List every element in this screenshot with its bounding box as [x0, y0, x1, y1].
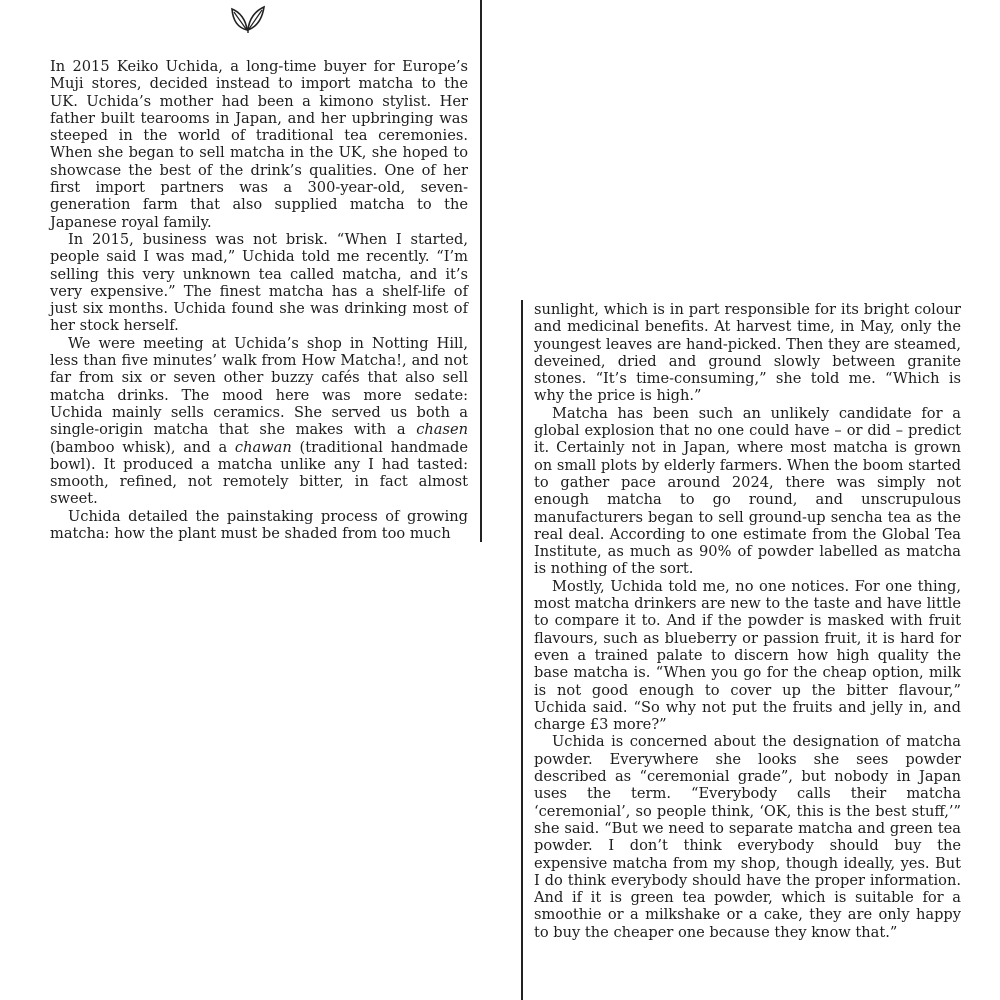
- term-chasen: chasen: [416, 421, 469, 439]
- paragraph: Matcha has been such an unlikely candidate for a global explosion that no one could have – or did – predict it. Certainly not in Japan, where most matcha is grown on small plots by elderly farmers. When the boom started to gather pace around 2024, there was simply not enough matcha to go round, and unscrupulous manufacturers began to sell ground-up sencha tea as the real deal. According to one estimate from the Global Tea Institute, as much as 90% of powder labelled as matcha is nothing of the sort.: [534, 404, 961, 578]
- paragraph: Uchida detailed the painstaking process of growing matcha: how the plant must be shaded from too much: [50, 507, 468, 543]
- paragraph-text: (traditional handmade bowl). It produced a matcha unlike any I had tasted: smooth, refined, not remotely bitter, in fact almost sweet.: [50, 438, 468, 508]
- paragraph: In 2015 Keiko Uchida, a long-time buyer for Europe’s Muji stores, decided instead to import matcha to the UK. Uchida’s mother had been a kimono stylist. Her father built tearooms in Japan, and her upbringing was steeped in the world of traditional tea ceremonies. When she began to sell matcha in the UK, she hoped to showcase the best of the drink’s qualities. One of her first import partners was a 300-year-old, seven-generation farm that also supplied matcha to the Japanese royal family.: [50, 58, 468, 231]
- column-rule-right: [521, 300, 523, 1000]
- paragraph: Mostly, Uchida told me, no one notices. For one thing, most matcha drinkers are new to the taste and have little to compare it to. And if the powder is masked with fruit flavours, such as blueberry or passion fruit, it is hard for even a trained palate to discern how high quality the base matcha is. “When you go for the cheap option, milk is not good enough to cover up the bitter flavour,” Uchida said. “So why not put the fruits and jelly in, and charge £3 more?”: [534, 577, 961, 734]
- article-column-left: [50, 58, 468, 542]
- paragraph: Uchida is concerned about the designation of matcha powder. Everywhere she looks she sees powder described as “ceremonial grade”, but nobody in Japan uses the term. “Everybody calls their matcha ‘ceremonial’, so people think, ‘OK, this is the best stuff,’” she said. “But we need to separate matcha and green tea powder. I don’t think everybody should buy the expensive matcha from my shop, though ideally, yes. But I do think everybody should have the proper information. And if it is green tea powder, which is suitable for a smoothie or a milkshake or a cake, they are only happy to buy the cheaper one because they know that.”: [534, 733, 961, 941]
- column-rule-left: [480, 0, 482, 542]
- paragraph-text: We were meeting at Uchida’s shop in Notting Hill, less than five minutes’ walk from How Matcha!, and not far from six or seven other buzzy cafés that also sell matcha drinks. The mood here was more sedate: Uchida mainly sells ceramics. She served us both a single-origin matcha that she makes with a: [50, 334, 468, 439]
- article-column-right: [534, 301, 961, 941]
- paragraph-text: (bamboo whisk), and a: [50, 438, 228, 456]
- paragraph: [50, 335, 468, 508]
- paragraph: In 2015, business was not brisk. “When I started, people said I was mad,” Uchida told me recently. “I’m selling this very unknown tea called matcha, and it’s very expensive.” The finest matcha has a shelf-life of just six months. Uchida found she was drinking most of her stock herself.: [50, 230, 468, 335]
- term-chawan: chawan: [234, 438, 292, 456]
- leaf-icon: [229, 4, 267, 34]
- paragraph: sunlight, which is in part responsible for its bright colour and medicinal benefits. At harvest time, in May, only the youngest leaves are hand-picked. Then they are steamed, deveined, dried and ground slowly between granite stones. “It’s time-consuming,” she told me. “Which is why the price is high.”: [534, 301, 961, 405]
